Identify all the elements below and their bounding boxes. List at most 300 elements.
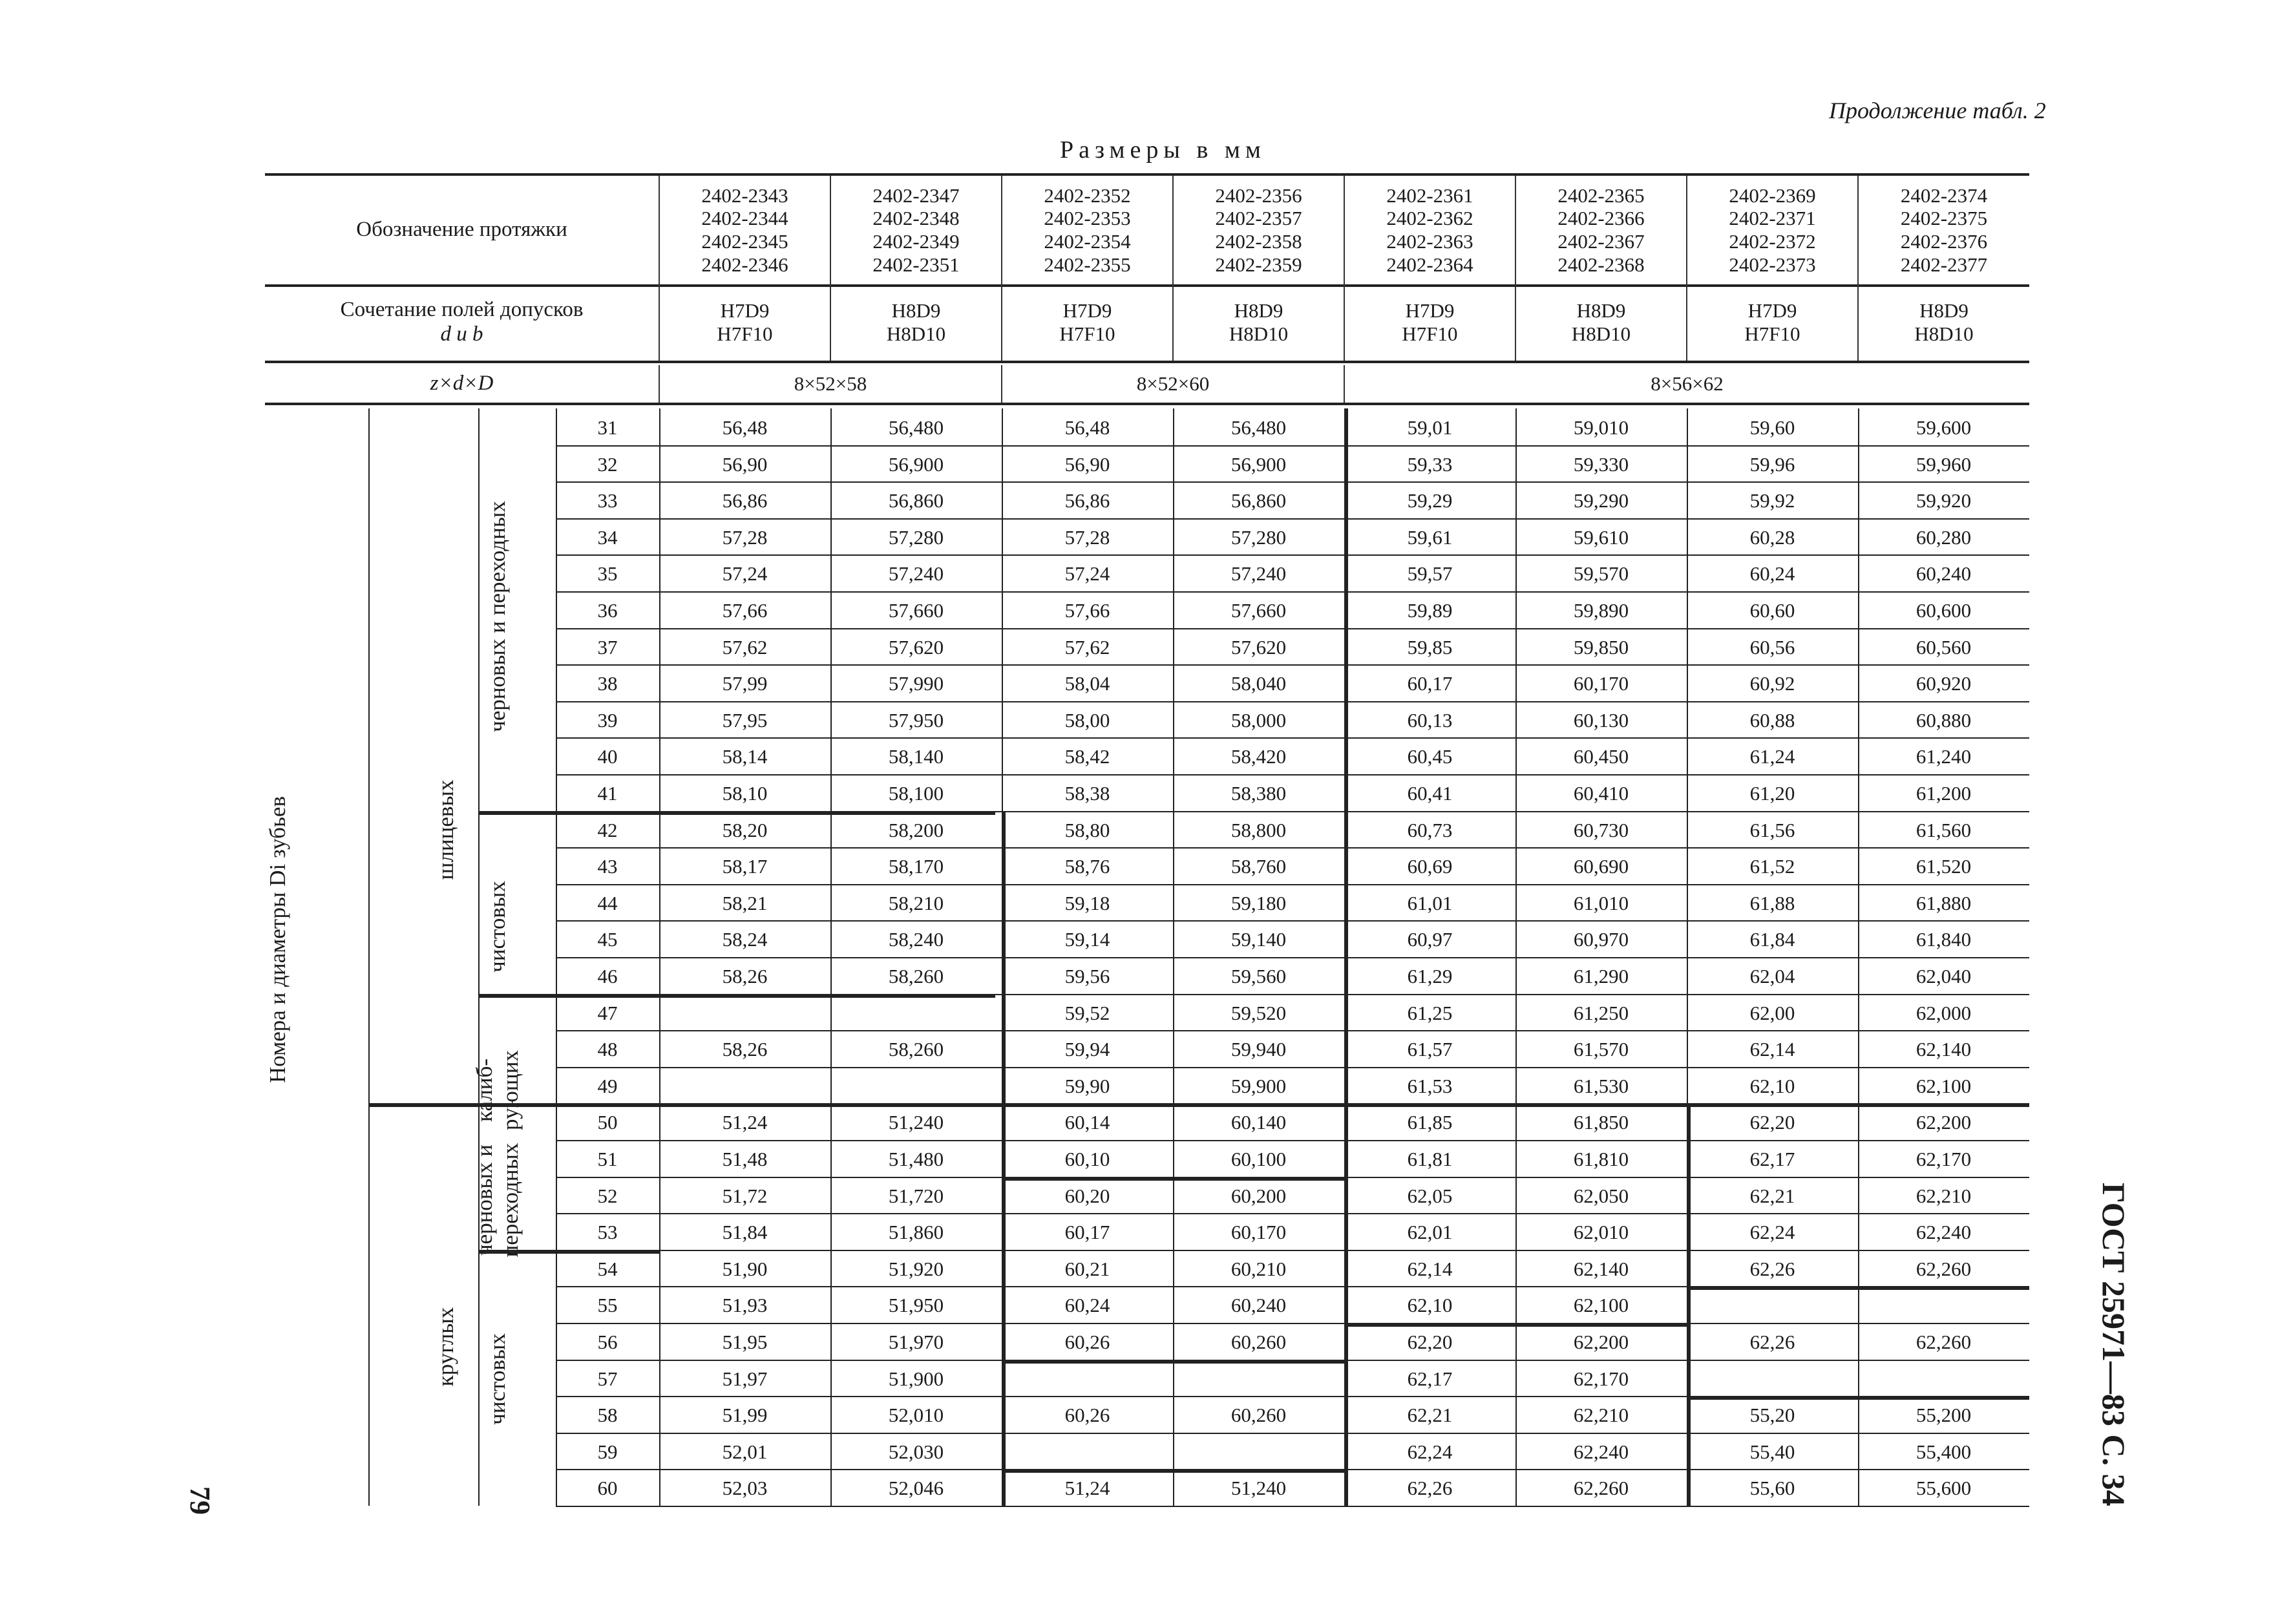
diameter-value: 62,260 xyxy=(1916,1257,1972,1280)
diameter-value: 60,100 xyxy=(1230,1148,1287,1170)
table-row-line xyxy=(556,1213,2029,1214)
tolerance-label-line1: Сочетание полей допусков xyxy=(340,298,584,322)
diameter-value: 60,200 xyxy=(1230,1184,1287,1207)
tolerance-cell: H7D9 H7F10 xyxy=(1344,284,1515,362)
diameter-value: 61,29 xyxy=(1407,965,1453,987)
diameter-value: 58,20 xyxy=(722,818,768,841)
diameter-value: 51,97 xyxy=(722,1367,768,1390)
diameter-value: 55,400 xyxy=(1916,1440,1972,1463)
diameter-value: 59,89 xyxy=(1407,599,1453,622)
table-row-line xyxy=(556,920,2029,922)
diameter-value: 56,48 xyxy=(1064,416,1110,439)
diameter-value: 61,560 xyxy=(1916,818,1972,841)
diameter-value: 59,90 xyxy=(1064,1074,1110,1097)
rough2-label: черновых и переходных xyxy=(472,1143,523,1258)
finish2-label: чистовых xyxy=(485,1333,510,1425)
diameter-value: 61,20 xyxy=(1749,782,1795,805)
table-row-line xyxy=(556,628,2029,629)
tooth-number: 60 xyxy=(597,1477,618,1500)
diameter-value: 62,010 xyxy=(1573,1221,1629,1244)
designation-cell: 2402-2343 2402-2344 2402-2345 2402-2346 xyxy=(659,174,830,286)
diameter-value: 62,240 xyxy=(1573,1440,1629,1463)
diameter-value: 58,42 xyxy=(1064,745,1110,768)
continuation-label: Продолжение табл. 2 xyxy=(1829,98,2046,123)
diameter-value: 58,26 xyxy=(722,1038,768,1061)
tooth-number: 45 xyxy=(597,928,618,951)
diameter-value: 60,14 xyxy=(1064,1111,1110,1134)
calib-label: калиб- рующих xyxy=(472,1050,523,1130)
tolerance-cell: H8D9 H8D10 xyxy=(1858,284,2029,362)
diameter-value: 58,040 xyxy=(1230,672,1287,695)
tolerance-cell: H7D9 H7F10 xyxy=(1687,284,1858,362)
diameter-value: 56,900 xyxy=(1230,452,1287,476)
diameter-value: 56,860 xyxy=(1230,489,1287,512)
diameter-value: 60,21 xyxy=(1064,1257,1110,1280)
diameter-value: 58,210 xyxy=(888,891,944,914)
diameter-value: 60,10 xyxy=(1064,1148,1110,1170)
diameter-value: 62,17 xyxy=(1407,1367,1453,1390)
grid-vline xyxy=(368,408,370,1506)
table-row-line xyxy=(556,1323,2029,1324)
tolerance-header-row xyxy=(265,284,2029,363)
diameter-value: 55,60 xyxy=(1749,1477,1795,1500)
diameter-value: 62,01 xyxy=(1407,1221,1453,1244)
tooth-number: 44 xyxy=(597,891,618,914)
diameter-value: 60,280 xyxy=(1916,525,1972,549)
diameter-value: 51,900 xyxy=(888,1367,944,1390)
diameter-value: 62,240 xyxy=(1916,1221,1972,1244)
table-row-line xyxy=(556,1067,2029,1068)
table-row-line xyxy=(556,1396,2029,1397)
tooth-number: 47 xyxy=(597,1001,618,1024)
diameter-value: 61,24 xyxy=(1749,745,1795,768)
diameter-value: 51,84 xyxy=(722,1221,768,1244)
designation-cell: 2402-2374 2402-2375 2402-2376 2402-2377 xyxy=(1858,174,2029,286)
tooth-number: 51 xyxy=(597,1148,618,1170)
diameter-value: 61,25 xyxy=(1407,1001,1453,1024)
table-row-line xyxy=(556,664,2029,666)
tooth-number: 41 xyxy=(597,782,618,805)
diameter-value: 62,140 xyxy=(1573,1257,1629,1280)
diameter-value: 62,210 xyxy=(1916,1184,1972,1207)
diameter-value: 62,14 xyxy=(1407,1257,1453,1280)
diameter-value: 62,10 xyxy=(1407,1294,1453,1317)
diameter-value: 60,41 xyxy=(1407,782,1453,805)
diameter-value: 61,84 xyxy=(1749,928,1795,951)
diameter-value: 56,900 xyxy=(888,452,944,476)
tolerance-cell: H8D9 H8D10 xyxy=(1515,284,1687,362)
diameter-value: 60,140 xyxy=(1230,1111,1287,1134)
tolerance-label-line2: d и b xyxy=(440,322,483,346)
diameter-value: 61,81 xyxy=(1407,1148,1453,1170)
diameter-value: 60,45 xyxy=(1407,745,1453,768)
diameter-value: 57,620 xyxy=(1230,635,1287,659)
diameter-value: 62,04 xyxy=(1749,965,1795,987)
diameter-value: 57,62 xyxy=(1064,635,1110,659)
diameter-value: 58,10 xyxy=(722,782,768,805)
diameter-value: 62,26 xyxy=(1407,1477,1453,1500)
diameter-value: 51,95 xyxy=(722,1331,768,1353)
diameter-value: 55,40 xyxy=(1749,1440,1795,1463)
diameter-value: 61,85 xyxy=(1407,1111,1453,1134)
table-row-line xyxy=(556,1433,2029,1434)
diameter-value: 61,56 xyxy=(1749,818,1795,841)
diameter-value: 58,24 xyxy=(722,928,768,951)
diameter-value: 52,03 xyxy=(722,1477,768,1500)
designation-cell: 2402-2369 2402-2371 2402-2372 2402-2373 xyxy=(1687,174,1858,286)
diameter-value: 61,530 xyxy=(1573,1074,1629,1097)
diameter-value: 58,260 xyxy=(888,1038,944,1061)
diameter-value: 61,850 xyxy=(1573,1111,1629,1134)
diameter-value: 51,920 xyxy=(888,1257,944,1280)
tolerance-cell: H8D9 H8D10 xyxy=(830,284,1002,362)
diameter-value: 57,95 xyxy=(722,708,768,732)
table-row-line xyxy=(556,1286,2029,1287)
finish-label: чистовых xyxy=(485,881,510,973)
diameter-value: 56,86 xyxy=(1064,489,1110,512)
diameter-value: 61,01 xyxy=(1407,891,1453,914)
diameter-value: 62,200 xyxy=(1916,1111,1972,1134)
table-row-line xyxy=(556,957,2029,958)
tolerance-label xyxy=(265,284,659,362)
diameter-value: 51,99 xyxy=(722,1404,768,1427)
diameter-value: 59,330 xyxy=(1573,452,1629,476)
diameter-value: 62,20 xyxy=(1407,1331,1453,1353)
diameter-value: 61,810 xyxy=(1573,1148,1629,1170)
diameter-value: 58,17 xyxy=(722,855,768,878)
designation-header-row xyxy=(265,173,2029,287)
diameter-value: 57,66 xyxy=(1064,599,1110,622)
tolerance-cell: H7D9 H7F10 xyxy=(1002,284,1173,362)
diameter-value: 61,250 xyxy=(1573,1001,1629,1024)
diameter-value: 58,80 xyxy=(1064,818,1110,841)
tooth-number: 43 xyxy=(597,855,618,878)
diameter-value: 62,050 xyxy=(1573,1184,1629,1207)
diameter-value: 59,60 xyxy=(1749,416,1795,439)
tooth-number: 50 xyxy=(597,1111,618,1134)
diameter-value: 57,240 xyxy=(1230,562,1287,585)
designation-cell: 2402-2356 2402-2357 2402-2358 2402-2359 xyxy=(1173,174,1344,286)
diameter-value: 61,570 xyxy=(1573,1038,1629,1061)
designation-cell: 2402-2361 2402-2362 2402-2363 2402-2364 xyxy=(1344,174,1515,286)
diameter-value: 62,26 xyxy=(1749,1331,1795,1353)
table-row-line xyxy=(556,481,2029,483)
diameter-value: 58,100 xyxy=(888,782,944,805)
diameter-value: 59,570 xyxy=(1573,562,1629,585)
diameter-value: 59,850 xyxy=(1573,635,1629,659)
table-row-line xyxy=(556,1360,2029,1361)
tolerance-cell: H8D9 H8D10 xyxy=(1173,284,1344,362)
diameter-value: 56,480 xyxy=(1230,416,1287,439)
tooth-number: 56 xyxy=(597,1331,618,1353)
diameter-value: 52,046 xyxy=(888,1477,944,1500)
tooth-number: 52 xyxy=(597,1184,618,1207)
diameter-value: 57,950 xyxy=(888,708,944,732)
diameter-value: 62,260 xyxy=(1916,1331,1972,1353)
diameter-value: 62,170 xyxy=(1573,1367,1629,1390)
diameter-value: 55,20 xyxy=(1749,1404,1795,1427)
diameter-value: 61,200 xyxy=(1916,782,1972,805)
diameter-value: 60,240 xyxy=(1916,562,1972,585)
diameter-value: 62,040 xyxy=(1916,965,1972,987)
diameter-value: 59,520 xyxy=(1230,1001,1287,1024)
diameter-value: 58,420 xyxy=(1230,745,1287,768)
diameter-value: 51,72 xyxy=(722,1184,768,1207)
diameter-value: 62,05 xyxy=(1407,1184,1453,1207)
diameter-value: 59,890 xyxy=(1573,599,1629,622)
table-row-line xyxy=(556,847,2029,849)
table-row-line xyxy=(556,1506,2029,1507)
diameter-value: 60,600 xyxy=(1916,599,1972,622)
diameter-value: 60,56 xyxy=(1749,635,1795,659)
diameter-value: 59,18 xyxy=(1064,891,1110,914)
tooth-number: 33 xyxy=(597,489,618,512)
tooth-number: 36 xyxy=(597,599,618,622)
tooth-number: 34 xyxy=(597,525,618,549)
rough-label: черновых и переходных xyxy=(485,501,510,732)
diameter-value: 56,90 xyxy=(1064,452,1110,476)
diameter-value: 61,880 xyxy=(1916,891,1972,914)
diameter-value: 55,600 xyxy=(1916,1477,1972,1500)
diameter-value: 59,96 xyxy=(1749,452,1795,476)
diameter-value: 57,240 xyxy=(888,562,944,585)
diameter-value: 62,14 xyxy=(1749,1038,1795,1061)
diameter-value: 51,240 xyxy=(1230,1477,1287,1500)
diameter-value: 58,04 xyxy=(1064,672,1110,695)
diameter-value: 60,240 xyxy=(1230,1294,1287,1317)
tooth-number: 31 xyxy=(597,416,618,439)
diameter-value: 51,970 xyxy=(888,1331,944,1353)
diameter-value: 58,260 xyxy=(888,965,944,987)
diameter-value: 57,280 xyxy=(888,525,944,549)
diameter-value: 59,94 xyxy=(1064,1038,1110,1061)
diameter-value: 59,33 xyxy=(1407,452,1453,476)
diameter-value: 58,76 xyxy=(1064,855,1110,878)
diameter-value: 62,210 xyxy=(1573,1404,1629,1427)
diameter-value: 60,17 xyxy=(1407,672,1453,695)
diameter-value: 57,660 xyxy=(1230,599,1287,622)
diameter-value: 60,260 xyxy=(1230,1404,1287,1427)
diameter-value: 60,970 xyxy=(1573,928,1629,951)
table-row-line xyxy=(556,1030,2029,1031)
diameter-value: 59,92 xyxy=(1749,489,1795,512)
diameter-value: 60,88 xyxy=(1749,708,1795,732)
diameter-value: 59,52 xyxy=(1064,1001,1110,1024)
diameter-value: 51,240 xyxy=(888,1111,944,1134)
diameter-value: 60,60 xyxy=(1749,599,1795,622)
diameter-value: 58,26 xyxy=(722,965,768,987)
diameter-value: 51,93 xyxy=(722,1294,768,1317)
diameter-value: 58,38 xyxy=(1064,782,1110,805)
diameter-value: 60,130 xyxy=(1573,708,1629,732)
diameter-value: 60,170 xyxy=(1230,1221,1287,1244)
diameter-value: 57,990 xyxy=(888,672,944,695)
diameter-value: 57,28 xyxy=(1064,525,1110,549)
table-row-line xyxy=(556,445,2029,447)
diameter-value: 60,730 xyxy=(1573,818,1629,841)
tooth-number: 57 xyxy=(597,1367,618,1390)
diameter-value: 60,17 xyxy=(1064,1221,1110,1244)
tooth-number: 55 xyxy=(597,1294,618,1317)
diameter-value: 60,24 xyxy=(1064,1294,1110,1317)
diameter-value: 62,21 xyxy=(1749,1184,1795,1207)
tolerance-cell: H7D9 H7F10 xyxy=(659,284,830,362)
diameter-value: 61,520 xyxy=(1916,855,1972,878)
table-row-line xyxy=(556,554,2029,556)
round-label: круглых xyxy=(433,1307,458,1387)
diameter-value: 58,380 xyxy=(1230,782,1287,805)
tooth-number: 58 xyxy=(597,1404,618,1427)
diameter-value: 58,760 xyxy=(1230,855,1287,878)
diameter-value: 59,14 xyxy=(1064,928,1110,951)
diameter-value: 59,560 xyxy=(1230,965,1287,987)
table-row-line xyxy=(556,1469,2029,1470)
diameter-value: 61,88 xyxy=(1749,891,1795,914)
designation-cell: 2402-2347 2402-2348 2402-2349 2402-2351 xyxy=(830,174,1002,286)
diameter-value: 61,53 xyxy=(1407,1074,1453,1097)
diameter-value: 62,17 xyxy=(1749,1148,1795,1170)
size-cell: 8×56×62 xyxy=(1344,365,2029,404)
tooth-number: 53 xyxy=(597,1221,618,1244)
tooth-number: 40 xyxy=(597,745,618,768)
diameter-value: 57,62 xyxy=(722,635,768,659)
page-number: 79 xyxy=(184,1486,216,1515)
tooth-number: 39 xyxy=(597,708,618,732)
diameter-value: 62,00 xyxy=(1749,1001,1795,1024)
diameter-value: 51,720 xyxy=(888,1184,944,1207)
diameter-value: 59,900 xyxy=(1230,1074,1287,1097)
designation-label: Обозначение протяжки xyxy=(356,218,567,242)
diameter-value: 57,24 xyxy=(1064,562,1110,585)
diameter-value: 56,480 xyxy=(888,416,944,439)
diameter-value: 52,01 xyxy=(722,1440,768,1463)
diameter-value: 58,240 xyxy=(888,928,944,951)
designation-cell: 2402-2352 2402-2353 2402-2354 2402-2355 xyxy=(1002,174,1173,286)
diameter-value: 58,00 xyxy=(1064,708,1110,732)
diameter-value: 62,10 xyxy=(1749,1074,1795,1097)
diameter-value: 62,24 xyxy=(1749,1221,1795,1244)
tooth-number: 38 xyxy=(597,672,618,695)
diameter-value: 58,21 xyxy=(722,891,768,914)
diameter-value: 59,56 xyxy=(1064,965,1110,987)
diameter-value: 60,24 xyxy=(1749,562,1795,585)
table-row-line xyxy=(556,1103,2029,1104)
diameter-value: 51,860 xyxy=(888,1221,944,1244)
diameter-value: 58,800 xyxy=(1230,818,1287,841)
diameter-value: 59,960 xyxy=(1916,452,1972,476)
diameter-value: 51,950 xyxy=(888,1294,944,1317)
spline-label: шлицевых xyxy=(433,779,458,880)
gost-reference: ГОСТ 25971—83 С. 34 xyxy=(2096,1183,2132,1506)
diameter-value: 59,940 xyxy=(1230,1038,1287,1061)
diameter-value: 60,69 xyxy=(1407,855,1453,878)
grid-vline xyxy=(478,408,480,1506)
diameter-value: 60,26 xyxy=(1064,1331,1110,1353)
tooth-number: 46 xyxy=(597,965,618,987)
table-row-line xyxy=(556,994,2029,995)
table-row-line xyxy=(556,518,2029,520)
diameter-value: 60,92 xyxy=(1749,672,1795,695)
diameter-value: 62,20 xyxy=(1749,1111,1795,1134)
table-row-line xyxy=(556,1140,2029,1141)
diameter-value: 58,170 xyxy=(888,855,944,878)
tooth-number: 54 xyxy=(597,1257,618,1280)
diameter-value: 58,000 xyxy=(1230,708,1287,732)
diameter-value: 59,010 xyxy=(1573,416,1629,439)
diameter-value: 59,920 xyxy=(1916,489,1972,512)
diameter-value: 62,170 xyxy=(1916,1148,1972,1170)
diameter-value: 59,290 xyxy=(1573,489,1629,512)
diameter-value: 52,030 xyxy=(888,1440,944,1463)
diameter-value: 51,48 xyxy=(722,1148,768,1170)
size-cell: 8×52×60 xyxy=(1002,365,1344,404)
units-label: Размеры в мм xyxy=(1060,136,1266,163)
table-row-line xyxy=(556,737,2029,739)
table-row-line xyxy=(556,591,2029,593)
diameter-value: 60,26 xyxy=(1064,1404,1110,1427)
diameter-value: 56,86 xyxy=(722,489,768,512)
diameter-value: 58,140 xyxy=(888,745,944,768)
diameter-value: 60,97 xyxy=(1407,928,1453,951)
main-side-label: Номера и диаметры Di зубьев xyxy=(265,796,290,1084)
table-row-line xyxy=(556,811,2029,812)
diameter-value: 57,660 xyxy=(888,599,944,622)
diameter-value: 51,24 xyxy=(722,1111,768,1134)
diameter-value: 59,140 xyxy=(1230,928,1287,951)
diameter-value: 58,14 xyxy=(722,745,768,768)
diameter-value: 62,21 xyxy=(1407,1404,1453,1427)
table-row-line xyxy=(556,884,2029,885)
diameter-value: 60,28 xyxy=(1749,525,1795,549)
diameter-value: 59,610 xyxy=(1573,525,1629,549)
diameter-value: 59,29 xyxy=(1407,489,1453,512)
tooth-number: 59 xyxy=(597,1440,618,1463)
diameter-value: 61,010 xyxy=(1573,891,1629,914)
tooth-number: 37 xyxy=(597,635,618,659)
diameter-value: 52,010 xyxy=(888,1404,944,1427)
diameter-value: 51,24 xyxy=(1064,1477,1110,1500)
diameter-value: 59,85 xyxy=(1407,635,1453,659)
diameter-value: 57,280 xyxy=(1230,525,1287,549)
diameter-value: 61,290 xyxy=(1573,965,1629,987)
diameter-value: 60,13 xyxy=(1407,708,1453,732)
diameter-value: 56,860 xyxy=(888,489,944,512)
diameter-value: 59,01 xyxy=(1407,416,1453,439)
tooth-number: 48 xyxy=(597,1038,618,1061)
diameter-value: 59,180 xyxy=(1230,891,1287,914)
table-row-line xyxy=(556,1177,2029,1178)
diameter-value: 59,57 xyxy=(1407,562,1453,585)
zdd-label: z×d×D xyxy=(430,372,494,395)
tooth-number: 42 xyxy=(597,818,618,841)
diameter-value: 51,90 xyxy=(722,1257,768,1280)
diameter-value: 62,200 xyxy=(1573,1331,1629,1353)
size-header-row xyxy=(265,365,2029,405)
diameter-value: 57,28 xyxy=(722,525,768,549)
diameter-value: 61,57 xyxy=(1407,1038,1453,1061)
diameter-value: 62,260 xyxy=(1573,1477,1629,1500)
diameter-value: 57,66 xyxy=(722,599,768,622)
diameter-value: 60,450 xyxy=(1573,745,1629,768)
diameter-value: 60,73 xyxy=(1407,818,1453,841)
diameter-value: 60,560 xyxy=(1916,635,1972,659)
diameter-value: 56,90 xyxy=(722,452,768,476)
diameter-value: 61,52 xyxy=(1749,855,1795,878)
diameter-value: 59,61 xyxy=(1407,525,1453,549)
table-row-line xyxy=(556,774,2029,775)
diameter-value: 60,170 xyxy=(1573,672,1629,695)
tooth-number: 32 xyxy=(597,452,618,476)
